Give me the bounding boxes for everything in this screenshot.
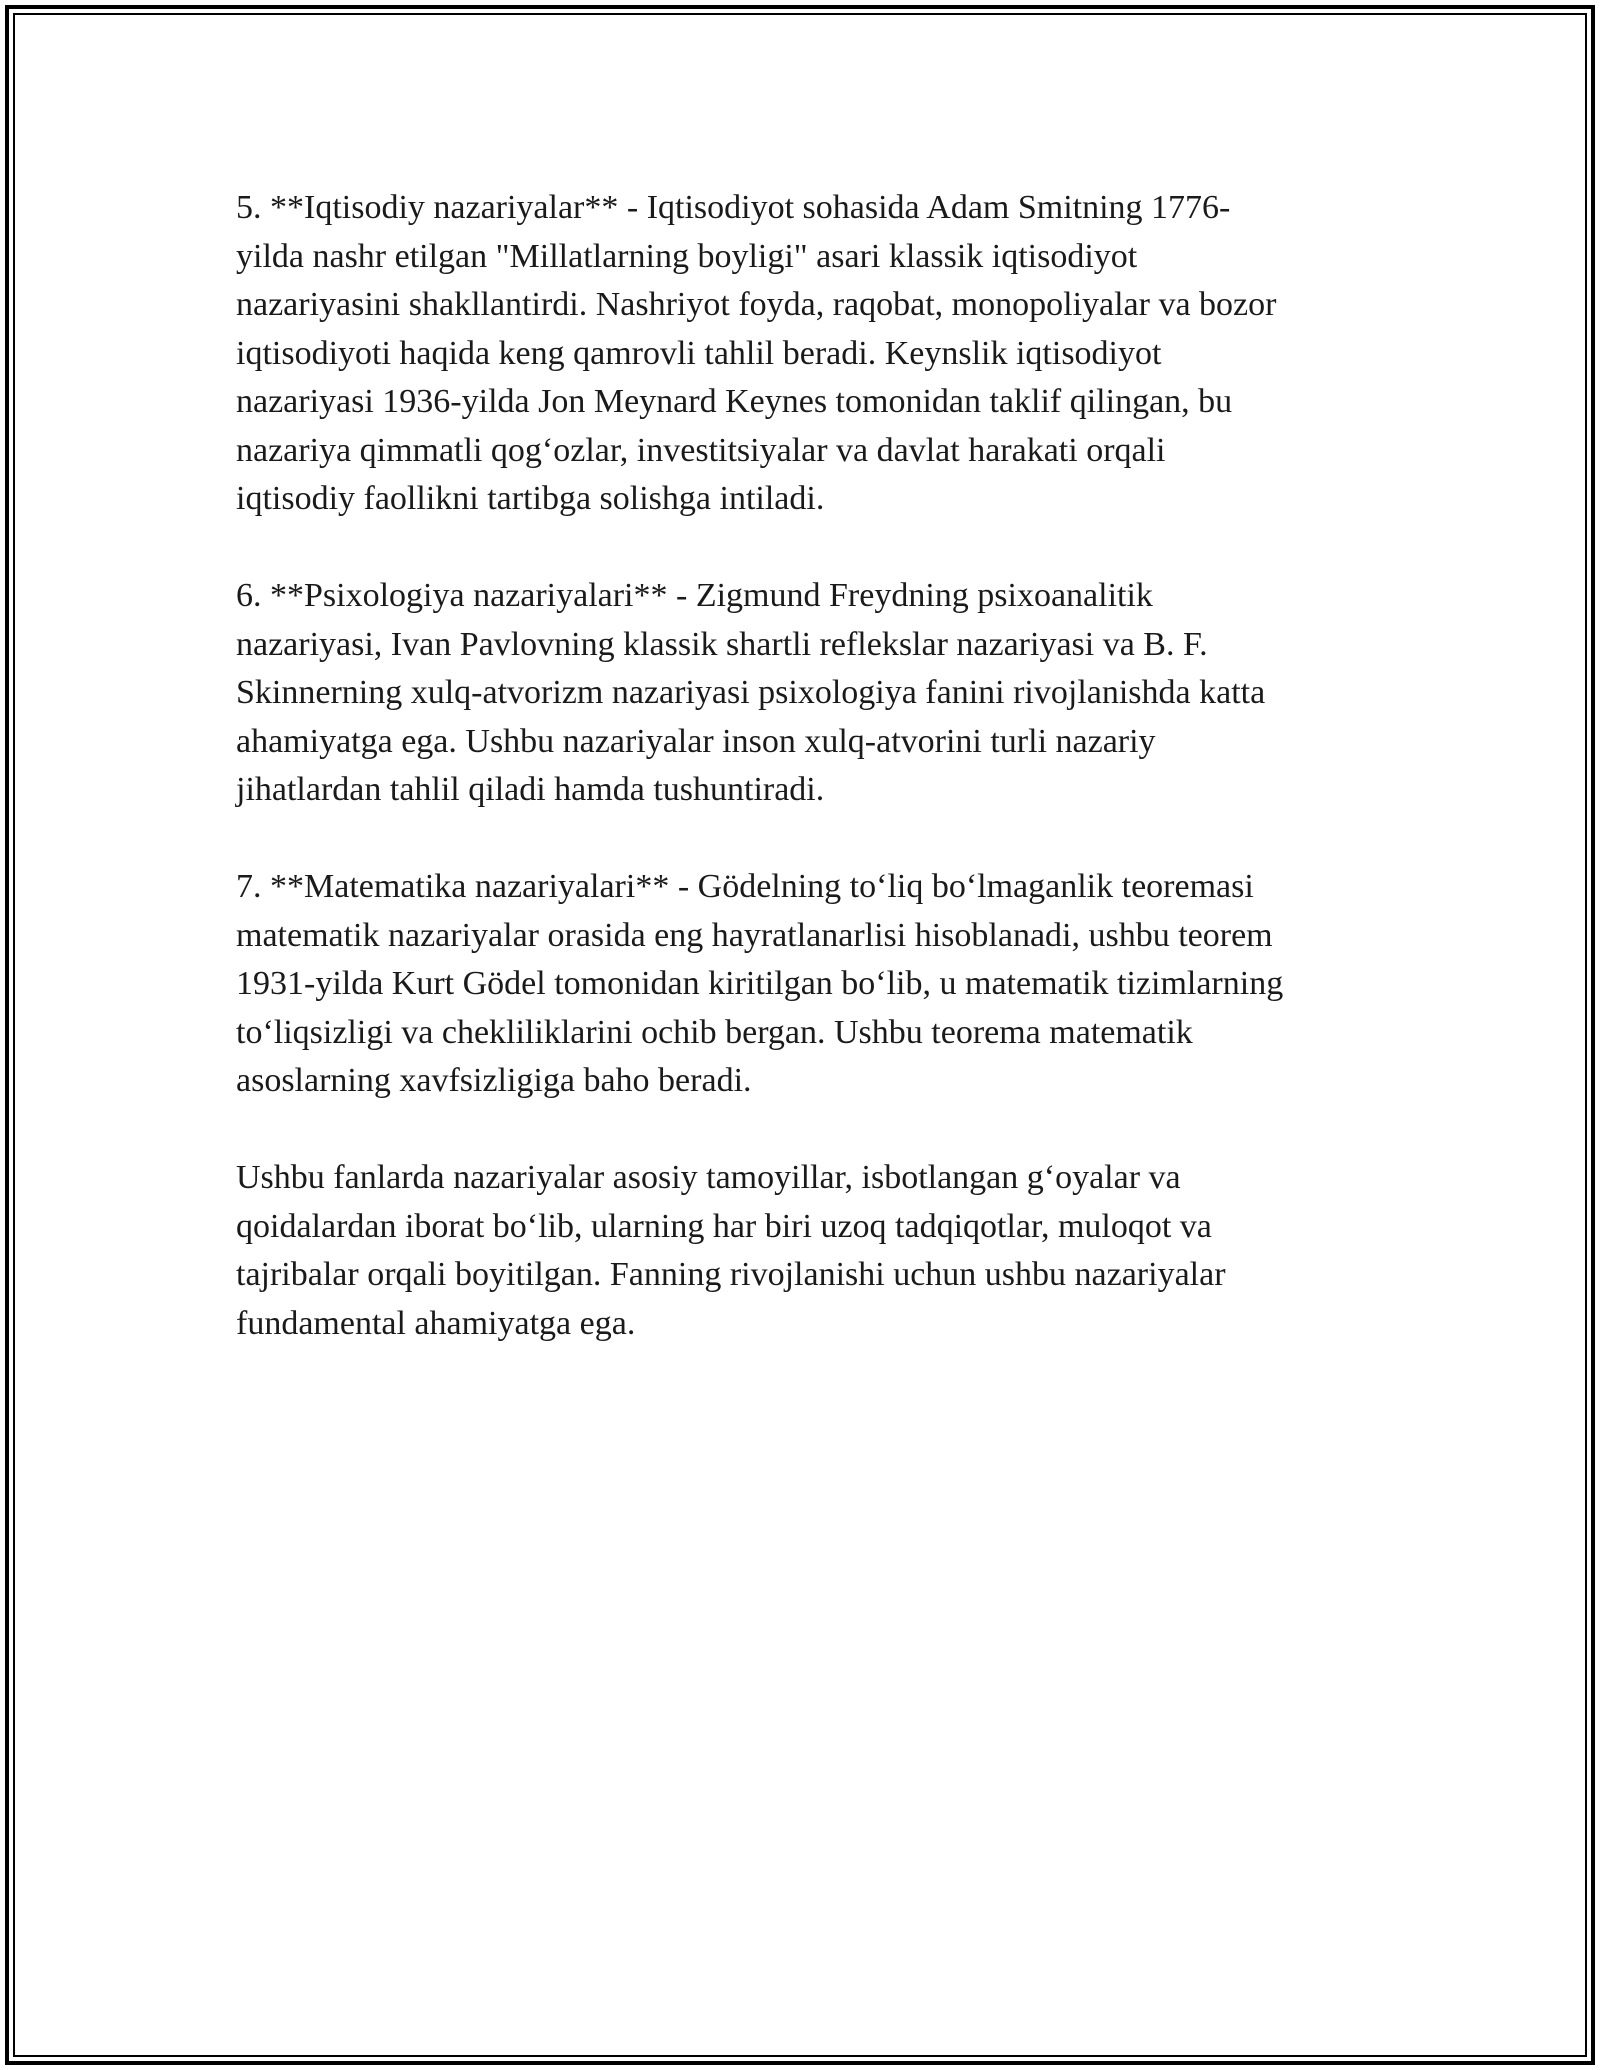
paragraph-conclusion: Ushbu fanlarda nazariyalar asosiy tamoyillar, isbotlangan g‘oyalar va qoidalardan iborat bo‘lib, ularning har biri uzoq tadqiqotlar, muloqot va tajribalar orqali boyitilgan. Fanning rivojlanishi uchun ushbu nazariyalar fundamental ahamiyatga ega. [236, 1159, 1226, 1342]
paragraph-economics-theories: 5. **Iqtisodiy nazariyalar** - Iqtisodiyot sohasida Adam Smitning 1776- yilda nashr etilgan "Millatlarning boyligi" asari klassik iqtisodiyot nazariyasini shakllantirdi. Nashriyot foyda, raqobat, monopoliyalar va bozor iqtisodiyoti haqida keng qamrovli tahlil beradi. Keynslik iqtisodiyot nazariyasi 1936-yilda Jon Meynard Keynes tomonidan taklif qilingan, bu nazariya qimmatli qog‘ozlar, investitsiyalar va davlat harakati orqali iqtisodiy faollikni tartibga solishga intiladi. [236, 189, 1277, 517]
document-body [236, 184, 1396, 1397]
paragraph-psychology-theories: 6. **Psixologiya nazariyalari** - Zigmund Freydning psixoanalitik nazariyasi, Ivan Pavlovning klassik shartli reflekslar nazariyasi va B. F. Skinnerning xulq-atvorizm nazariyasi psixologiya fanini rivojlanishda katta ahamiyatga ega. Ushbu nazariyalar inson xulq-atvorini turli nazariy jihatlardan tahlil qiladi hamda tushuntiradi. [236, 577, 1266, 808]
paragraph-mathematics-theories: 7. **Matematika nazariyalari** - Gödelning to‘liq bo‘lmaganlik teoremasi matematik nazariyalar orasida eng hayratlanarlisi hisoblanadi, ushbu teorem 1931-yilda Kurt Gödel tomonidan kiritilgan bo‘lib, u matematik tizimlarning to‘liqsizligi va chekliliklarini ochib bergan. Ushbu teorema matematik asoslarning xavfsizligiga baho beradi. [236, 868, 1284, 1099]
